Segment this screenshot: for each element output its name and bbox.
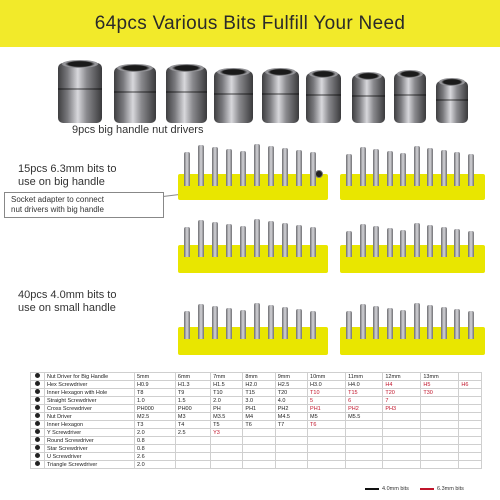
table-cell [211, 461, 243, 469]
bit [254, 144, 260, 186]
table-row [31, 461, 482, 469]
callout-line1: Socket adapter to connect [11, 195, 104, 204]
table-cell [346, 461, 383, 469]
bit [400, 153, 406, 186]
table-cell [275, 461, 307, 469]
table-cell: 0.8 [135, 445, 176, 453]
table-cell: H2.5 [275, 381, 307, 389]
bit [373, 226, 379, 257]
table-row-icon-cell [31, 373, 45, 381]
nut-drivers-label [72, 124, 203, 137]
bit [310, 152, 316, 186]
bit [454, 152, 460, 186]
table-cell [243, 429, 275, 437]
table-cell: 5mm [135, 373, 176, 381]
bit-type-name: Nut Driver for Big Handle [45, 373, 135, 381]
bit [387, 308, 393, 339]
table-cell [175, 445, 210, 453]
bit [400, 230, 406, 257]
bit-type-icon [35, 381, 40, 386]
legend-small-swatch [365, 488, 379, 490]
bits-63-label [18, 163, 116, 189]
bit-type-name: Triangle Screwdriver [45, 461, 135, 469]
bit [360, 224, 366, 257]
table-cell [175, 453, 210, 461]
table-cell [383, 461, 421, 469]
bit [346, 154, 352, 186]
table-cell: T10 [211, 389, 243, 397]
table-cell: T15 [243, 389, 275, 397]
table-row [31, 421, 482, 429]
socket-7 [352, 75, 385, 123]
table-cell: 11mm [346, 373, 383, 381]
table-cell [383, 437, 421, 445]
table-cell: H4 [383, 381, 421, 389]
socket-3 [166, 67, 207, 123]
bit-type-icon [35, 461, 40, 466]
table-cell [459, 445, 482, 453]
socket-adapter-icon [315, 170, 323, 178]
bit [310, 227, 316, 257]
table-cell: M3.5 [211, 413, 243, 421]
table-cell [243, 453, 275, 461]
bit [226, 308, 232, 339]
bit-tray-63mm [178, 140, 328, 200]
bit [414, 223, 420, 257]
bit [268, 305, 274, 339]
table-cell [459, 373, 482, 381]
bit [296, 309, 302, 339]
bit [441, 227, 447, 257]
table-cell: T3 [135, 421, 176, 429]
table-cell: T5 [211, 421, 243, 429]
table-cell: M3 [175, 413, 210, 421]
table-row [31, 429, 482, 437]
bit [468, 231, 474, 257]
table-row [31, 453, 482, 461]
socket-9 [436, 81, 468, 123]
bit-tray-63mm-right [340, 140, 485, 200]
table-cell [421, 421, 459, 429]
nut-driver-sockets [58, 53, 498, 123]
table-cell: M4.5 [275, 413, 307, 421]
socket-1 [58, 63, 102, 123]
table-cell: H4.0 [346, 381, 383, 389]
bit [198, 304, 204, 339]
bit [240, 226, 246, 257]
table-row [31, 445, 482, 453]
bit [360, 147, 366, 186]
table-cell: 7mm [211, 373, 243, 381]
table-row [31, 381, 482, 389]
table-cell: 5 [308, 397, 346, 405]
table-cell: M2.5 [135, 413, 176, 421]
table-row-icon-cell [31, 445, 45, 453]
bit-type-icon [35, 429, 40, 434]
socket-5 [262, 71, 299, 123]
bit [212, 306, 218, 339]
bit [414, 303, 420, 339]
legend-small [365, 486, 409, 492]
bit-spec-table [30, 372, 482, 469]
table-cell [308, 445, 346, 453]
bit [427, 148, 433, 186]
table-cell: T15 [346, 389, 383, 397]
table-row-icon-cell [31, 413, 45, 421]
table-cell: 1.0 [135, 397, 176, 405]
bit-type-icon [35, 421, 40, 426]
bit [346, 231, 352, 257]
table-cell [383, 421, 421, 429]
bit [254, 303, 260, 339]
table-cell: T6 [308, 421, 346, 429]
bit-type-icon [35, 413, 40, 418]
table-cell [308, 453, 346, 461]
table-cell [421, 429, 459, 437]
table-cell: PH3 [383, 405, 421, 413]
socket-6 [306, 73, 341, 123]
table-row-icon-cell [31, 405, 45, 413]
table-cell: T9 [175, 389, 210, 397]
table-cell: M5 [308, 413, 346, 421]
table-cell [459, 397, 482, 405]
bit [226, 149, 232, 186]
bit [296, 225, 302, 257]
table-cell [459, 421, 482, 429]
table-cell: H1.5 [211, 381, 243, 389]
table-cell [308, 429, 346, 437]
table-row-icon-cell [31, 397, 45, 405]
table-cell: PH2 [346, 405, 383, 413]
bit-type-icon [35, 373, 40, 378]
table-cell [275, 453, 307, 461]
bit-type-name: Nut Driver [45, 413, 135, 421]
bit [468, 311, 474, 339]
bit-type-icon [35, 445, 40, 450]
bit-tray-40mm-row1-right [340, 218, 485, 273]
bit [468, 154, 474, 186]
table-cell [175, 437, 210, 445]
table-cell [308, 461, 346, 469]
bits-40-line1: 40pcs 4.0mm bits to [18, 289, 117, 301]
table-cell: 9mm [275, 373, 307, 381]
table-cell: T4 [175, 421, 210, 429]
table-cell: PH [211, 405, 243, 413]
title-banner [0, 0, 500, 47]
bit-type-name: Hex Screwdriver [45, 381, 135, 389]
table-row [31, 389, 482, 397]
table-cell: M4 [243, 413, 275, 421]
bits-40-line2: use on small handle [18, 302, 116, 314]
bit [240, 151, 246, 186]
table-cell [383, 445, 421, 453]
table-cell: PH1 [308, 405, 346, 413]
bit [212, 222, 218, 257]
table-cell [459, 413, 482, 421]
bit [268, 221, 274, 257]
bit [373, 306, 379, 339]
bit [346, 311, 352, 339]
table-cell [346, 429, 383, 437]
table-cell [243, 461, 275, 469]
table-cell [421, 413, 459, 421]
bit [387, 228, 393, 257]
bit [310, 311, 316, 339]
bit [268, 146, 274, 186]
table-cell [421, 461, 459, 469]
bit [198, 145, 204, 186]
bit-type-name: U Screwdriver [45, 453, 135, 461]
bit-tray-40mm-row2-right [340, 295, 485, 355]
legend-small-label: 4.0mm bits [382, 486, 409, 492]
bit [184, 227, 190, 257]
table-cell [421, 437, 459, 445]
table-cell: 2.0 [211, 397, 243, 405]
bits-63-line2: use on big handle [18, 176, 105, 188]
table-cell: PH2 [275, 405, 307, 413]
bit-type-icon [35, 389, 40, 394]
bit-type-icon [35, 397, 40, 402]
table-cell: 2.0 [135, 461, 176, 469]
callout-line2: nut drivers with big handle [11, 205, 104, 214]
socket-2 [114, 67, 156, 123]
table-cell: 2.6 [135, 453, 176, 461]
table-cell: 6 [346, 397, 383, 405]
table-row [31, 413, 482, 421]
bit [184, 152, 190, 186]
bit [454, 229, 460, 257]
table-cell: T20 [383, 389, 421, 397]
table-cell [243, 437, 275, 445]
table-cell: Y3 [211, 429, 243, 437]
table-cell: 4.0 [275, 397, 307, 405]
table-cell: 3.0 [243, 397, 275, 405]
table-cell: H5 [421, 381, 459, 389]
bit [184, 311, 190, 339]
table-cell: H1.3 [175, 381, 210, 389]
table-cell: 2.0 [135, 429, 176, 437]
table-cell [346, 437, 383, 445]
table-row-icon-cell [31, 389, 45, 397]
table-cell: PH000 [135, 405, 176, 413]
table-cell [275, 445, 307, 453]
legend-big-label: 6.3mm bits [437, 486, 464, 492]
bit-type-name: Straight Screwdriver [45, 397, 135, 405]
bit-type-name: Inner Hexagon [45, 421, 135, 429]
bit [254, 219, 260, 257]
nut-drivers-text: 9pcs big handle nut drivers [72, 124, 204, 136]
legend-big [420, 486, 464, 492]
bit [226, 224, 232, 257]
table-cell [421, 453, 459, 461]
table-cell [211, 445, 243, 453]
bit [360, 304, 366, 339]
table-cell: T7 [275, 421, 307, 429]
table-cell: PH00 [175, 405, 210, 413]
table-cell: T6 [243, 421, 275, 429]
table-cell [175, 461, 210, 469]
table-cell: T8 [135, 389, 176, 397]
table-cell: H2.0 [243, 381, 275, 389]
table-cell [243, 445, 275, 453]
bits-40-label [18, 289, 116, 315]
bit [441, 150, 447, 186]
table-row-icon-cell [31, 437, 45, 445]
table-cell [459, 429, 482, 437]
table-cell [459, 405, 482, 413]
bit-type-name: Round Screwdriver [45, 437, 135, 445]
socket-adapter-callout [4, 192, 164, 218]
table-cell: T30 [421, 389, 459, 397]
table-cell [421, 397, 459, 405]
table-cell [275, 429, 307, 437]
table-cell: 6mm [175, 373, 210, 381]
table-cell: 1.5 [175, 397, 210, 405]
table-row [31, 397, 482, 405]
table-row-icon-cell [31, 429, 45, 437]
table-cell: 0.8 [135, 437, 176, 445]
socket-4 [214, 71, 253, 123]
table-row-icon-cell [31, 453, 45, 461]
table-row [31, 437, 482, 445]
table-cell [275, 437, 307, 445]
table-cell: T10 [308, 389, 346, 397]
bit-tray-40mm-row2 [178, 295, 328, 355]
table-cell [346, 421, 383, 429]
bit-type-icon [35, 453, 40, 458]
table-cell [421, 445, 459, 453]
table-cell [346, 453, 383, 461]
banner-title: 64pcs Various Bits Fulfill Your Need [94, 12, 406, 34]
bit [282, 223, 288, 257]
bit-type-name: Y Screwdriver [45, 429, 135, 437]
bit-tray-40mm-row1 [178, 218, 328, 273]
table-cell [383, 429, 421, 437]
table-cell: 12mm [383, 373, 421, 381]
table-cell [383, 413, 421, 421]
bit [427, 225, 433, 257]
table-cell: 13mm [421, 373, 459, 381]
bit [198, 220, 204, 257]
table-cell: H0.9 [135, 381, 176, 389]
table-cell [211, 437, 243, 445]
bit [282, 307, 288, 339]
table-row [31, 405, 482, 413]
table-cell [383, 453, 421, 461]
table-cell: T20 [275, 389, 307, 397]
table-cell: H6 [459, 381, 482, 389]
bit [387, 151, 393, 186]
bit [441, 307, 447, 339]
bit [373, 149, 379, 186]
bit [282, 148, 288, 186]
bit-type-icon [35, 405, 40, 410]
table-row [31, 373, 482, 381]
bit [400, 310, 406, 339]
table-cell [346, 445, 383, 453]
bits-63-line1: 15pcs 6.3mm bits to [18, 163, 117, 175]
bit [296, 150, 302, 186]
table-cell: 10mm [308, 373, 346, 381]
bit [427, 305, 433, 339]
table-cell [459, 437, 482, 445]
bit-type-name: Inner Hexagon with Hole [45, 389, 135, 397]
bit [212, 147, 218, 186]
table-cell: PH1 [243, 405, 275, 413]
legend-big-swatch [420, 488, 434, 490]
table-cell [211, 453, 243, 461]
bit-type-name: Star Screwdriver [45, 445, 135, 453]
table-cell: 7 [383, 397, 421, 405]
bit [454, 309, 460, 339]
bit [414, 146, 420, 186]
table-cell: 8mm [243, 373, 275, 381]
bit-type-name: Cross Screwdriver [45, 405, 135, 413]
table-cell: M5.5 [346, 413, 383, 421]
table-row-icon-cell [31, 381, 45, 389]
table-cell: H3.0 [308, 381, 346, 389]
bit-type-icon [35, 437, 40, 442]
table-cell [459, 461, 482, 469]
bit [240, 310, 246, 339]
table-cell: 2.5 [175, 429, 210, 437]
table-row-icon-cell [31, 461, 45, 469]
table-cell [421, 405, 459, 413]
socket-8 [394, 73, 426, 123]
table-cell [459, 389, 482, 397]
table-row-icon-cell [31, 421, 45, 429]
table-cell [459, 453, 482, 461]
table-cell [308, 437, 346, 445]
